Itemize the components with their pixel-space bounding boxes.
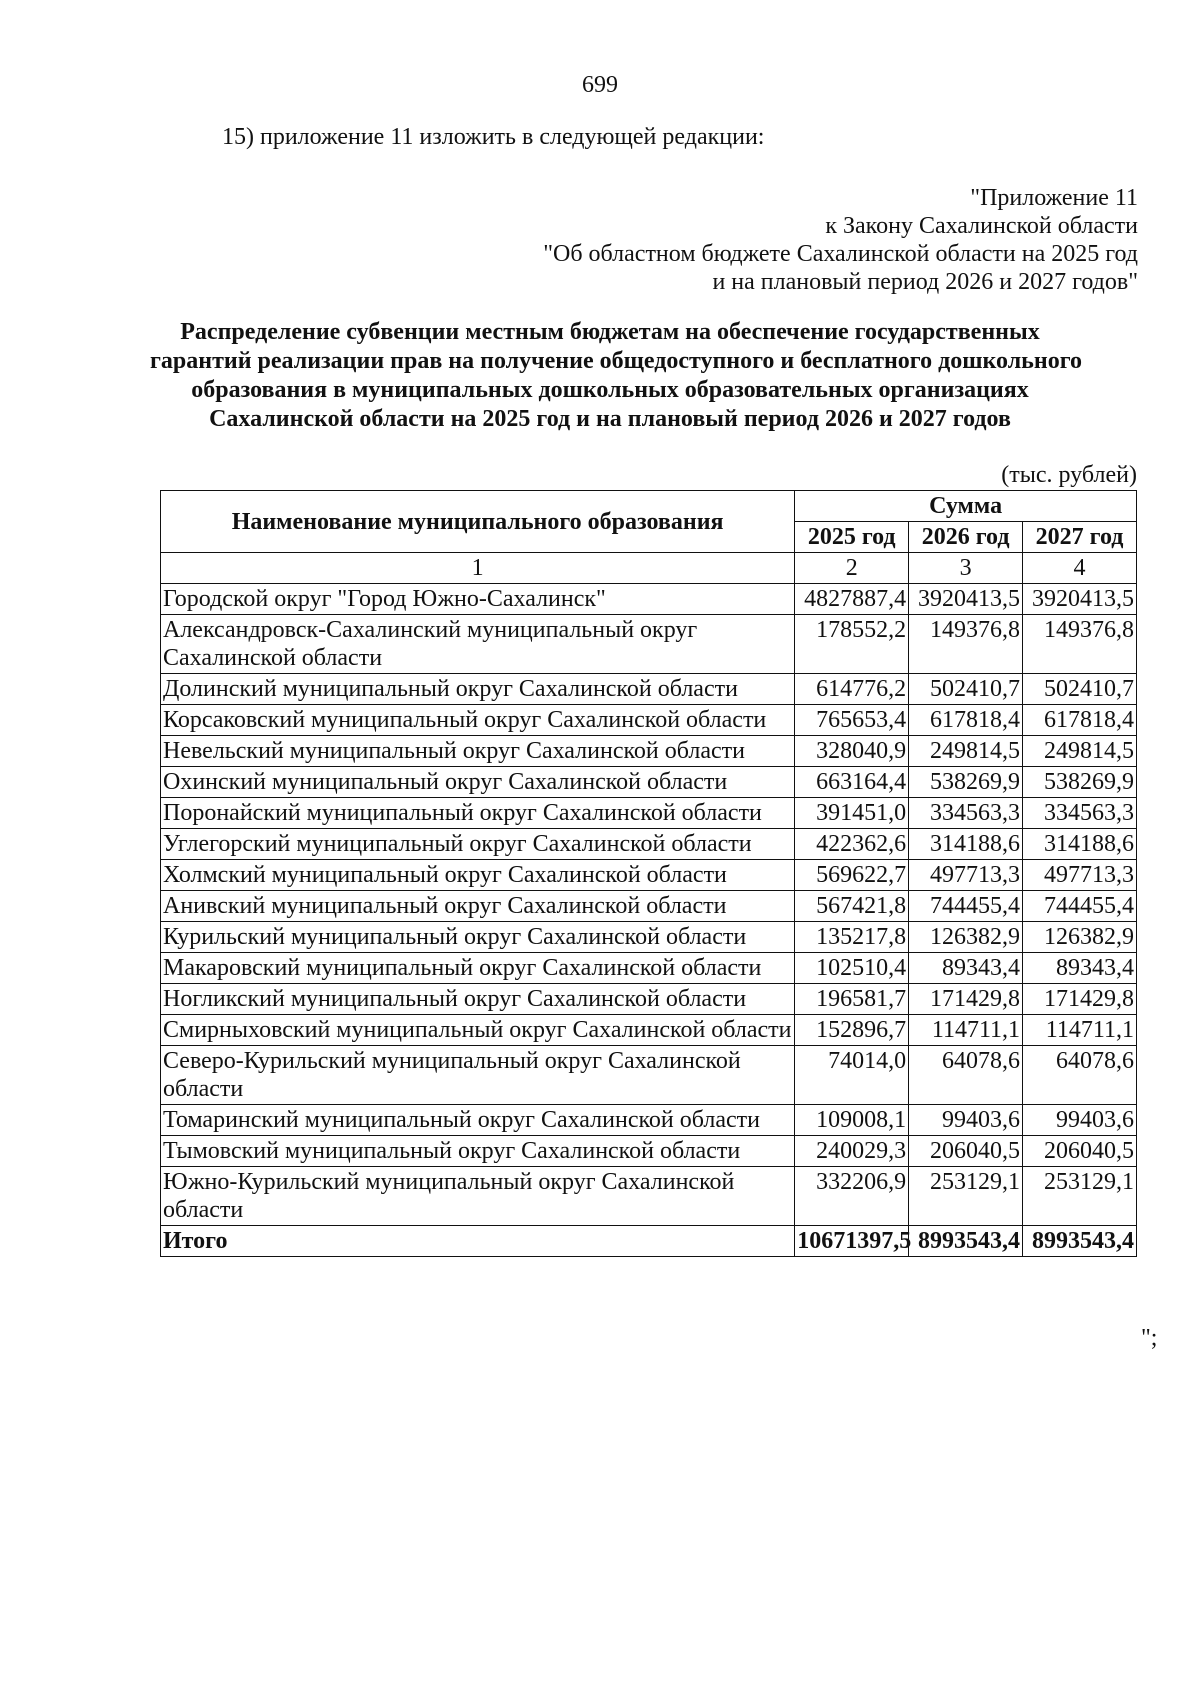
value-2025: 74014,0 xyxy=(795,1046,909,1105)
value-2026: 497713,3 xyxy=(909,860,1023,891)
appendix-line: и на плановый период 2026 и 2027 годов" xyxy=(712,269,1138,295)
column-number: 4 xyxy=(1023,553,1137,584)
value-2027: 617818,4 xyxy=(1023,705,1137,736)
table-row xyxy=(161,705,1137,736)
value-2025: 567421,8 xyxy=(795,891,909,922)
table-row xyxy=(161,1105,1137,1136)
value-2027: 253129,1 xyxy=(1023,1167,1137,1226)
table-row xyxy=(161,615,1137,674)
value-2027: 3920413,5 xyxy=(1023,584,1137,615)
value-2027: 334563,3 xyxy=(1023,798,1137,829)
value-2025: 332206,9 xyxy=(795,1167,909,1226)
value-2025: 614776,2 xyxy=(795,674,909,705)
municipality-name: Невельский муниципальный округ Сахалинской области xyxy=(161,736,795,767)
appendix-line: "Об областном бюджете Сахалинской области на 2025 год xyxy=(543,241,1138,267)
units-label: (тыс. рублей) xyxy=(1001,462,1137,488)
table-row xyxy=(161,1136,1137,1167)
value-2026: 334563,3 xyxy=(909,798,1023,829)
value-2027: 64078,6 xyxy=(1023,1046,1137,1105)
table-row xyxy=(161,922,1137,953)
header-year: 2027 год xyxy=(1023,522,1137,553)
value-2026: 99403,6 xyxy=(909,1105,1023,1136)
value-2025: 102510,4 xyxy=(795,953,909,984)
value-2027: 114711,1 xyxy=(1023,1015,1137,1046)
closing-quote-mark: "; xyxy=(1141,1325,1158,1351)
total-label: Итого xyxy=(161,1226,795,1257)
total-row xyxy=(161,1226,1137,1257)
value-2027: 171429,8 xyxy=(1023,984,1137,1015)
value-2027: 126382,9 xyxy=(1023,922,1137,953)
municipality-name: Охинский муниципальный округ Сахалинской области xyxy=(161,767,795,798)
municipality-name: Макаровский муниципальный округ Сахалинской области xyxy=(161,953,795,984)
value-2025: 196581,7 xyxy=(795,984,909,1015)
value-2025: 663164,4 xyxy=(795,767,909,798)
value-2025: 109008,1 xyxy=(795,1105,909,1136)
intro-text: 15) приложение 11 изложить в следующей редакции: xyxy=(222,124,765,150)
value-2026: 314188,6 xyxy=(909,829,1023,860)
municipality-name: Поронайский муниципальный округ Сахалинской области xyxy=(161,798,795,829)
value-2027: 99403,6 xyxy=(1023,1105,1137,1136)
value-2025: 422362,6 xyxy=(795,829,909,860)
value-2027: 538269,9 xyxy=(1023,767,1137,798)
column-number-row xyxy=(161,553,1137,584)
value-2026: 89343,4 xyxy=(909,953,1023,984)
value-2026: 253129,1 xyxy=(909,1167,1023,1226)
value-2027: 744455,4 xyxy=(1023,891,1137,922)
municipality-name: Ногликский муниципальный округ Сахалинской области xyxy=(161,984,795,1015)
appendix-line: к Закону Сахалинской области xyxy=(825,213,1138,239)
value-2025: 391451,0 xyxy=(795,798,909,829)
value-2026: 744455,4 xyxy=(909,891,1023,922)
header-year: 2025 год xyxy=(795,522,909,553)
table-row xyxy=(161,674,1137,705)
appendix-reference xyxy=(543,184,1138,296)
municipality-name: Курильский муниципальный округ Сахалинской области xyxy=(161,922,795,953)
value-2025: 328040,9 xyxy=(795,736,909,767)
municipality-name: Холмский муниципальный округ Сахалинской области xyxy=(161,860,795,891)
value-2027: 497713,3 xyxy=(1023,860,1137,891)
table-row xyxy=(161,1015,1137,1046)
municipality-name: Анивский муниципальный округ Сахалинской области xyxy=(161,891,795,922)
value-2026: 249814,5 xyxy=(909,736,1023,767)
value-2026: 126382,9 xyxy=(909,922,1023,953)
table-row xyxy=(161,829,1137,860)
value-2026: 171429,8 xyxy=(909,984,1023,1015)
value-2027: 249814,5 xyxy=(1023,736,1137,767)
table-row xyxy=(161,984,1137,1015)
municipality-name: Долинский муниципальный округ Сахалинской области xyxy=(161,674,795,705)
table-row xyxy=(161,953,1137,984)
value-2025: 765653,4 xyxy=(795,705,909,736)
value-2027: 206040,5 xyxy=(1023,1136,1137,1167)
header-sum: Сумма xyxy=(795,491,1137,522)
municipality-name: Тымовский муниципальный округ Сахалинской области xyxy=(161,1136,795,1167)
table-row xyxy=(161,1046,1137,1105)
value-2025: 178552,2 xyxy=(795,615,909,674)
column-number: 3 xyxy=(909,553,1023,584)
municipality-name: Северо-Курильский муниципальный округ Сахалинской области xyxy=(161,1046,795,1105)
municipality-name: Углегорский муниципальный округ Сахалинской области xyxy=(161,829,795,860)
title-line: образования в муниципальных дошкольных образовательных организациях xyxy=(191,377,1029,403)
value-2026: 206040,5 xyxy=(909,1136,1023,1167)
total-2026: 8993543,4 xyxy=(909,1226,1023,1257)
municipality-name: Александровск-Сахалинский муниципальный округ Сахалинской области xyxy=(161,615,795,674)
table-row xyxy=(161,736,1137,767)
municipality-name: Южно-Курильский муниципальный округ Сахалинской области xyxy=(161,1167,795,1226)
value-2026: 114711,1 xyxy=(909,1015,1023,1046)
municipality-name: Городской округ "Город Южно-Сахалинск" xyxy=(161,584,795,615)
table-row xyxy=(161,798,1137,829)
appendix-line: "Приложение 11 xyxy=(970,185,1138,211)
municipality-name: Корсаковский муниципальный округ Сахалинской области xyxy=(161,705,795,736)
value-2026: 617818,4 xyxy=(909,705,1023,736)
municipality-name: Томаринский муниципальный округ Сахалинской области xyxy=(161,1105,795,1136)
value-2026: 3920413,5 xyxy=(909,584,1023,615)
value-2025: 240029,3 xyxy=(795,1136,909,1167)
table-row xyxy=(161,860,1137,891)
value-2025: 569622,7 xyxy=(795,860,909,891)
value-2026: 538269,9 xyxy=(909,767,1023,798)
table-row xyxy=(161,1167,1137,1226)
header-name: Наименование муниципального образования xyxy=(161,491,795,553)
title-line: Распределение субвенции местным бюджетам на обеспечение государственных xyxy=(180,319,1040,345)
column-number: 2 xyxy=(795,553,909,584)
table-body xyxy=(161,584,1137,1226)
value-2027: 502410,7 xyxy=(1023,674,1137,705)
table-header-row xyxy=(161,491,1137,522)
value-2027: 314188,6 xyxy=(1023,829,1137,860)
municipality-name: Смирныховский муниципальный округ Сахалинской области xyxy=(161,1015,795,1046)
total-2027: 8993543,4 xyxy=(1023,1226,1137,1257)
table-row xyxy=(161,891,1137,922)
value-2026: 64078,6 xyxy=(909,1046,1023,1105)
value-2025: 135217,8 xyxy=(795,922,909,953)
title-line: гарантий реализации прав на получение общедоступного и бесплатного дошкольного xyxy=(150,348,1082,374)
value-2025: 4827887,4 xyxy=(795,584,909,615)
column-number: 1 xyxy=(161,553,795,584)
value-2025: 152896,7 xyxy=(795,1015,909,1046)
table-row xyxy=(161,584,1137,615)
value-2026: 149376,8 xyxy=(909,615,1023,674)
page-number: 699 xyxy=(582,72,618,98)
table-row xyxy=(161,767,1137,798)
value-2027: 89343,4 xyxy=(1023,953,1137,984)
header-year: 2026 год xyxy=(909,522,1023,553)
table-title xyxy=(150,318,1082,434)
total-2025: 10671397,5 xyxy=(795,1226,909,1257)
value-2027: 149376,8 xyxy=(1023,615,1137,674)
subvention-table xyxy=(160,490,1137,1257)
value-2026: 502410,7 xyxy=(909,674,1023,705)
title-line: Сахалинской области на 2025 год и на плановый период 2026 и 2027 годов xyxy=(209,406,1011,432)
